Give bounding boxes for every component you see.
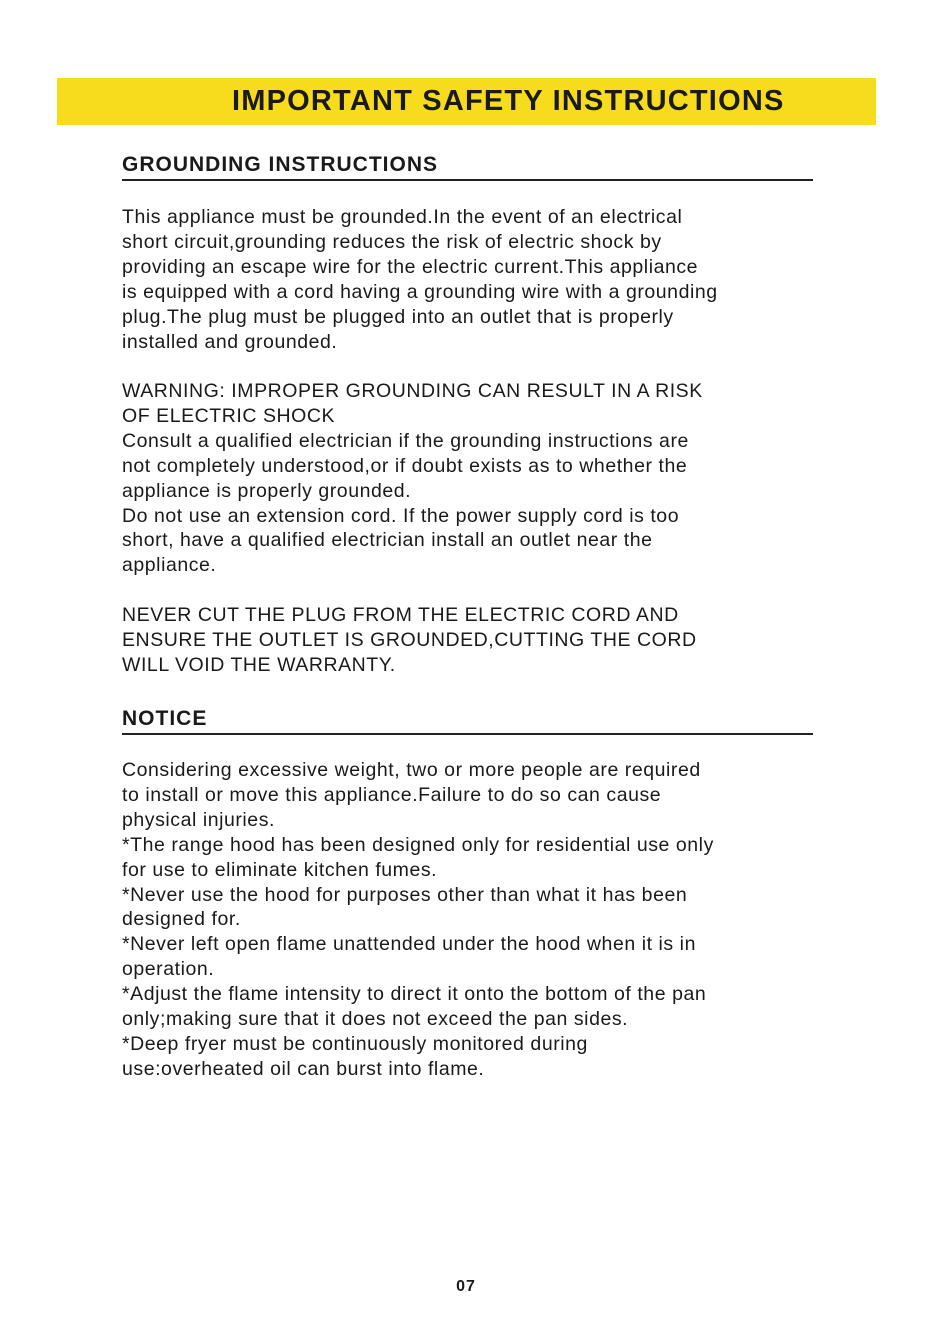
text-line: *The range hood has been designed only for residential use only	[122, 833, 714, 856]
text-line: *Deep fryer must be continuously monitored during	[122, 1032, 588, 1055]
text-line: installed and grounded.	[122, 330, 338, 353]
notice-paragraph	[122, 758, 822, 1082]
text-line: is equipped with a cord having a grounding wire with a grounding	[122, 280, 718, 303]
text-line: only;making sure that it does not exceed the pan sides.	[122, 1008, 629, 1031]
text-line: for use to eliminate kitchen fumes.	[122, 858, 438, 881]
text-line: designed for.	[122, 908, 241, 931]
text-line: plug.The plug must be plugged into an outlet that is properly	[122, 305, 674, 328]
grounding-heading: GROUNDING INSTRUCTIONS	[122, 153, 813, 181]
text-line: *Never left open flame unattended under the hood when it is in	[122, 933, 696, 956]
grounding-paragraph-1	[122, 205, 822, 354]
text-line: ENSURE THE OUTLET IS GROUNDED,CUTTING THE CORD	[122, 628, 697, 651]
text-line: Considering excessive weight, two or more people are required	[122, 759, 701, 781]
text-line: WARNING: IMPROPER GROUNDING CAN RESULT IN A RISK	[122, 380, 703, 402]
text-line: NEVER CUT THE PLUG FROM THE ELECTRIC CORD AND	[122, 604, 679, 626]
grounding-warning-paragraph	[122, 379, 822, 578]
text-line: providing an escape wire for the electric current.This appliance	[122, 255, 699, 278]
text-line: *Adjust the flame intensity to direct it onto the bottom of the pan	[122, 983, 707, 1006]
text-line: *Never use the hood for purposes other than what it has been	[122, 883, 688, 906]
text-line: to install or move this appliance.Failure to do so can cause	[122, 783, 662, 806]
text-line: This appliance must be grounded.In the event of an electrical	[122, 206, 683, 228]
text-line: OF ELECTRIC SHOCK	[122, 404, 336, 427]
notice-heading: NOTICE	[122, 707, 813, 735]
text-line: operation.	[122, 958, 215, 981]
text-line: physical injuries.	[122, 808, 275, 831]
grounding-cord-warning	[122, 603, 822, 678]
page-number: 07	[456, 1278, 476, 1295]
text-line: not completely understood,or if doubt exists as to whether the	[122, 454, 688, 477]
text-line: short, have a qualified electrician install an outlet near the	[122, 529, 653, 552]
text-line: appliance.	[122, 554, 217, 577]
text-line: Do not use an extension cord. If the power supply cord is too	[122, 504, 680, 527]
page-title: IMPORTANT SAFETY INSTRUCTIONS	[232, 85, 785, 117]
text-line: short circuit,grounding reduces the risk of electric shock by	[122, 230, 662, 253]
text-line: Consult a qualified electrician if the grounding instructions are	[122, 429, 689, 452]
text-line: appliance is properly grounded.	[122, 479, 412, 502]
text-line: WILL VOID THE WARRANTY.	[122, 653, 396, 676]
text-line: use:overheated oil can burst into flame.	[122, 1057, 485, 1080]
